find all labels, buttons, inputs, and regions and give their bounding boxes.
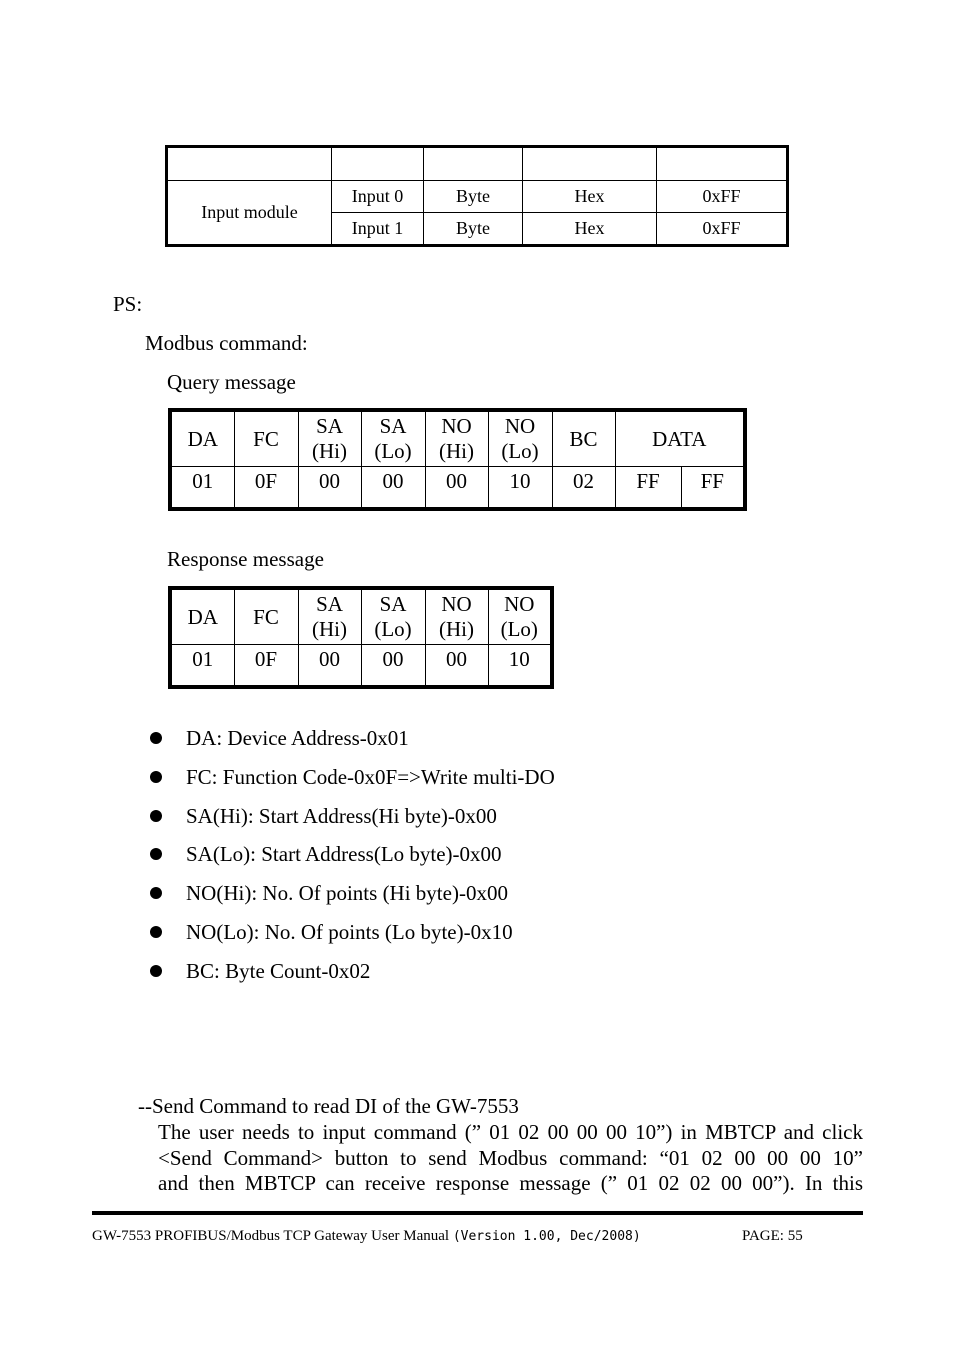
response-header-row — [170, 588, 552, 645]
bullet-icon — [150, 810, 162, 822]
response-value: 0F — [234, 645, 298, 688]
field-definitions-list — [148, 724, 555, 996]
table-cell: Hex — [523, 213, 657, 246]
response-value: 01 — [170, 645, 234, 688]
query-value: FF — [681, 467, 745, 510]
response-message-label: Response message — [167, 547, 324, 571]
footer-manual-title — [92, 1228, 641, 1245]
bullet-icon — [150, 771, 162, 783]
module-table-header-cell — [332, 147, 424, 181]
manual-name: GW-7553 PROFIBUS/Modbus TCP Gateway User Manual — [92, 1228, 450, 1244]
bullet-icon — [150, 848, 162, 860]
query-header-sa-lo: SA (Lo) — [361, 410, 425, 467]
query-header-data: DATA — [615, 410, 745, 467]
query-header-no-lo: NO (Lo) — [488, 410, 552, 467]
query-message-label: Query message — [167, 370, 296, 394]
list-item: FC: Function Code-0x0F=>Write multi-DO — [148, 763, 555, 802]
bullet-icon — [150, 732, 162, 744]
ps-label: PS: — [113, 292, 143, 316]
query-header-da: DA — [170, 410, 234, 467]
bullet-icon — [150, 887, 162, 899]
module-table-header-cell — [523, 147, 657, 181]
table-cell: Input 1 — [332, 213, 424, 246]
module-table-header-cell — [657, 147, 788, 181]
table-cell: 0xFF — [657, 213, 788, 246]
bullet-icon — [150, 926, 162, 938]
table-cell: Byte — [424, 213, 523, 246]
table-cell: 0xFF — [657, 181, 788, 213]
response-header-sa-lo: SA (Lo) — [361, 588, 425, 645]
response-header-fc: FC — [234, 588, 298, 645]
table-cell: Byte — [424, 181, 523, 213]
response-header-da: DA — [170, 588, 234, 645]
query-value: FF — [615, 467, 681, 510]
query-value: 01 — [170, 467, 234, 510]
input-module-label: Input module — [167, 181, 332, 246]
query-value: 0F — [234, 467, 298, 510]
query-values-row — [170, 467, 745, 510]
query-value: 10 — [488, 467, 552, 510]
query-header-sa-hi: SA (Hi) — [298, 410, 361, 467]
table-row — [167, 181, 788, 213]
query-header-row — [170, 410, 745, 467]
table-cell: Hex — [523, 181, 657, 213]
page-number: PAGE: 55 — [742, 1228, 803, 1244]
query-message-table — [168, 408, 747, 511]
list-item: BC: Byte Count-0x02 — [148, 957, 555, 996]
response-value: 00 — [298, 645, 361, 688]
response-value: 00 — [425, 645, 488, 688]
query-value: 00 — [361, 467, 425, 510]
list-item: NO(Hi): No. Of points (Hi byte)-0x00 — [148, 879, 555, 918]
list-item: DA: Device Address-0x01 — [148, 724, 555, 763]
paragraph-line: and then MBTCP can receive response message (” 01 02 02 00 00”). In this — [158, 1171, 863, 1195]
module-table — [165, 145, 789, 247]
module-table-header-cell — [424, 147, 523, 181]
list-item: SA(Hi): Start Address(Hi byte)-0x00 — [148, 802, 555, 841]
table-cell: Input 0 — [332, 181, 424, 213]
query-value: 00 — [298, 467, 361, 510]
response-value: 10 — [488, 645, 552, 688]
send-command-paragraph — [158, 1120, 863, 1197]
paragraph-line: <Send Command> button to send Modbus command: “01 02 00 00 00 10” — [158, 1145, 863, 1170]
module-table-header-cell — [167, 147, 332, 181]
response-value: 00 — [361, 645, 425, 688]
paragraph-line: The user needs to input command (” 01 02 00 00 00 10”) in MBTCP and click — [158, 1120, 863, 1144]
response-header-sa-hi: SA (Hi) — [298, 588, 361, 645]
query-header-fc: FC — [234, 410, 298, 467]
response-header-no-lo: NO (Lo) — [488, 588, 552, 645]
response-values-row — [170, 645, 552, 688]
footer-divider — [92, 1211, 863, 1215]
query-value: 02 — [552, 467, 615, 510]
response-message-table — [168, 586, 554, 689]
query-value: 00 — [425, 467, 488, 510]
manual-version: (Version 1.00, Dec/2008) — [452, 1229, 641, 1244]
send-command-heading: --Send Command to read DI of the GW-7553 — [138, 1094, 519, 1118]
query-header-no-hi: NO (Hi) — [425, 410, 488, 467]
list-item: SA(Lo): Start Address(Lo byte)-0x00 — [148, 840, 555, 879]
modbus-command-label: Modbus command: — [145, 331, 308, 355]
list-item: NO(Lo): No. Of points (Lo byte)-0x10 — [148, 918, 555, 957]
response-header-no-hi: NO (Hi) — [425, 588, 488, 645]
module-table-header-row — [167, 147, 788, 181]
query-header-bc: BC — [552, 410, 615, 467]
bullet-icon — [150, 965, 162, 977]
